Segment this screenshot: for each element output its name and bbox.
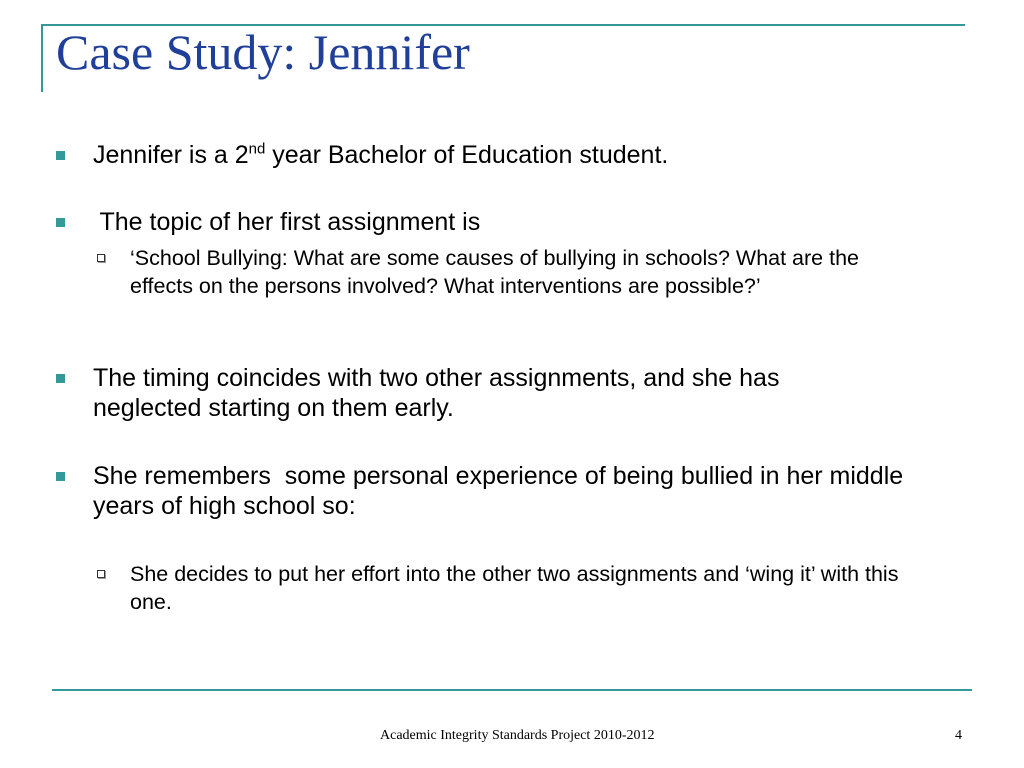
bullet-text: The timing coincides with two other assignments, and she has neglected starting on them early. [93, 364, 780, 422]
superscript: nd [248, 140, 266, 158]
bullet-3 [93, 363, 893, 423]
sub-bullet-2 [130, 560, 930, 616]
bullet-1 [93, 140, 943, 170]
sub-bullet-text: ‘School Bullying: What are some causes of bullying in schools? What are the effects on the persons involved? What interventions are possible?’ [130, 246, 859, 298]
bullet-text: The topic of her first assignment is [93, 208, 481, 236]
hollow-square-bullet-icon [97, 570, 105, 578]
hollow-square-bullet-icon [97, 254, 105, 262]
square-bullet-icon [56, 218, 65, 227]
square-bullet-icon [56, 472, 65, 481]
bullet-text: year Bachelor of Education student. [265, 141, 669, 169]
bullet-2 [93, 207, 943, 237]
title-side-rule [41, 24, 43, 92]
bullet-text: Jennifer is a 2 [93, 141, 249, 169]
bullet-4 [93, 461, 933, 521]
bullet-text: She remembers some personal experience of being bullied in her middle years of high school so: [93, 462, 911, 520]
square-bullet-icon [56, 374, 65, 383]
sub-bullet-1 [130, 244, 920, 300]
page-number: 4 [955, 728, 962, 743]
slide-title: Case Study: Jennifer [56, 24, 470, 80]
footer-text: Academic Integrity Standards Project 2010-2012 [380, 728, 655, 743]
sub-bullet-text: She decides to put her effort into the other two assignments and ‘wing it’ with this one. [130, 562, 899, 614]
square-bullet-icon [56, 151, 65, 160]
footer-rule [52, 689, 972, 691]
